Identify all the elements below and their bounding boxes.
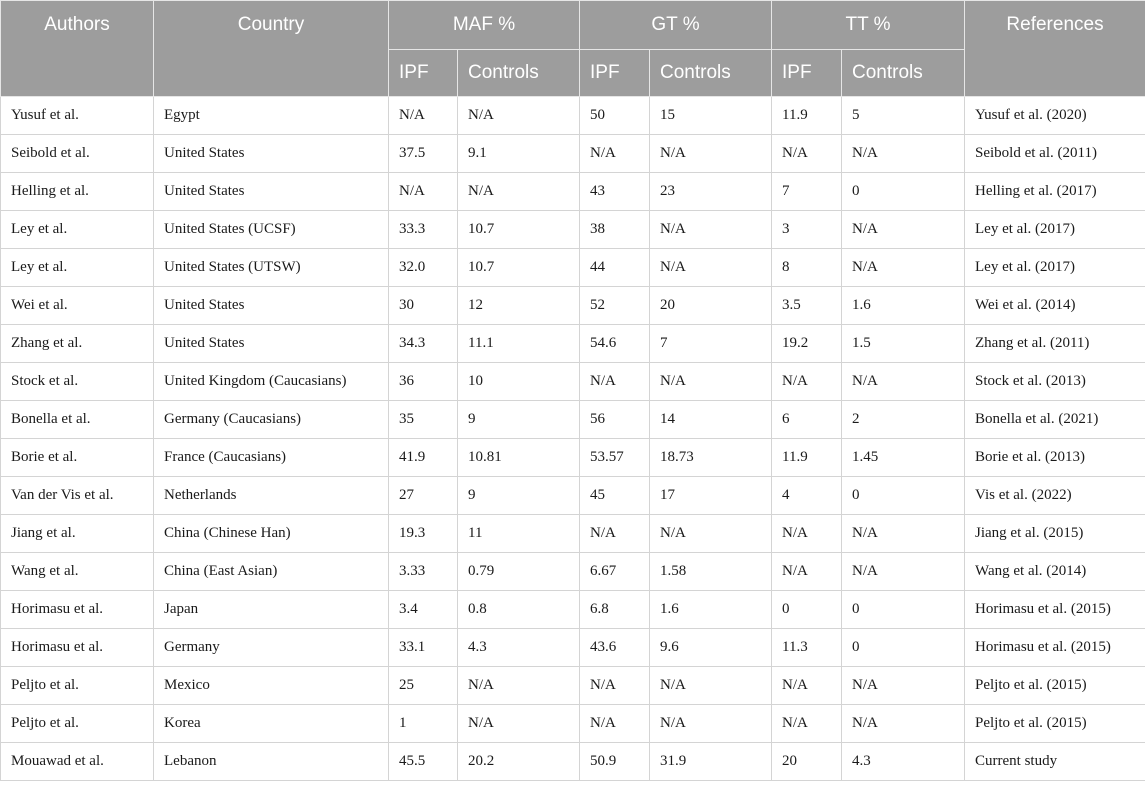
country-cell: Germany (Caucasians) xyxy=(154,401,389,439)
gt-controls-cell: 7 xyxy=(650,325,772,363)
reference-cell: Yusuf et al. (2020) xyxy=(965,97,1145,135)
gt-controls-cell: N/A xyxy=(650,211,772,249)
table-row xyxy=(1,325,1145,363)
maf-controls-cell: 20.2 xyxy=(458,743,580,781)
maf-ipf-cell: N/A xyxy=(389,173,458,211)
author-cell: Borie et al. xyxy=(1,439,154,477)
gt-ipf-cell: 54.6 xyxy=(580,325,650,363)
gt-ipf-cell: 45 xyxy=(580,477,650,515)
gt-ipf-cell: 6.8 xyxy=(580,591,650,629)
country-cell: United States xyxy=(154,173,389,211)
header-authors: Authors xyxy=(1,1,154,97)
country-cell: United States (UCSF) xyxy=(154,211,389,249)
gt-controls-cell: 20 xyxy=(650,287,772,325)
gt-controls-cell: N/A xyxy=(650,515,772,553)
tt-ipf-cell: 8 xyxy=(772,249,842,287)
gt-ipf-cell: 43 xyxy=(580,173,650,211)
table-row xyxy=(1,477,1145,515)
maf-ipf-cell: 33.3 xyxy=(389,211,458,249)
tt-controls-cell: N/A xyxy=(842,363,965,401)
maf-controls-cell: N/A xyxy=(458,667,580,705)
gt-controls-cell: 1.58 xyxy=(650,553,772,591)
tt-ipf-cell: N/A xyxy=(772,667,842,705)
tt-ipf-cell: 7 xyxy=(772,173,842,211)
author-cell: Jiang et al. xyxy=(1,515,154,553)
gt-controls-cell: 18.73 xyxy=(650,439,772,477)
maf-controls-cell: 10.7 xyxy=(458,249,580,287)
table-row xyxy=(1,363,1145,401)
country-cell: United States xyxy=(154,325,389,363)
maf-controls-cell: 0.8 xyxy=(458,591,580,629)
reference-cell: Ley et al. (2017) xyxy=(965,249,1145,287)
gt-controls-cell: 1.6 xyxy=(650,591,772,629)
reference-cell: Zhang et al. (2011) xyxy=(965,325,1145,363)
country-cell: Egypt xyxy=(154,97,389,135)
maf-ipf-cell: 36 xyxy=(389,363,458,401)
gt-ipf-cell: 50.9 xyxy=(580,743,650,781)
tt-ipf-cell: 3 xyxy=(772,211,842,249)
tt-controls-cell: 0 xyxy=(842,591,965,629)
maf-ipf-cell: 37.5 xyxy=(389,135,458,173)
reference-cell: Bonella et al. (2021) xyxy=(965,401,1145,439)
tt-ipf-cell: N/A xyxy=(772,363,842,401)
reference-cell: Peljto et al. (2015) xyxy=(965,667,1145,705)
tt-ipf-cell: N/A xyxy=(772,705,842,743)
author-cell: Horimasu et al. xyxy=(1,629,154,667)
gt-controls-cell: N/A xyxy=(650,705,772,743)
tt-ipf-cell: 3.5 xyxy=(772,287,842,325)
maf-controls-cell: N/A xyxy=(458,97,580,135)
reference-cell: Stock et al. (2013) xyxy=(965,363,1145,401)
maf-controls-cell: 9 xyxy=(458,401,580,439)
maf-controls-cell: 11 xyxy=(458,515,580,553)
tt-controls-cell: N/A xyxy=(842,249,965,287)
author-cell: Seibold et al. xyxy=(1,135,154,173)
maf-ipf-cell: 34.3 xyxy=(389,325,458,363)
reference-cell: Seibold et al. (2011) xyxy=(965,135,1145,173)
reference-cell: Peljto et al. (2015) xyxy=(965,705,1145,743)
tt-ipf-cell: 20 xyxy=(772,743,842,781)
table-row xyxy=(1,743,1145,781)
header-tt: TT % xyxy=(772,1,965,50)
tt-controls-cell: 2 xyxy=(842,401,965,439)
gt-ipf-cell: 50 xyxy=(580,97,650,135)
maf-ipf-cell: 30 xyxy=(389,287,458,325)
gt-controls-cell: 9.6 xyxy=(650,629,772,667)
maf-controls-cell: 12 xyxy=(458,287,580,325)
reference-cell: Jiang et al. (2015) xyxy=(965,515,1145,553)
maf-ipf-cell: 19.3 xyxy=(389,515,458,553)
table-row xyxy=(1,211,1145,249)
maf-ipf-cell: 45.5 xyxy=(389,743,458,781)
country-cell: France (Caucasians) xyxy=(154,439,389,477)
tt-controls-cell: N/A xyxy=(842,705,965,743)
maf-ipf-cell: 35 xyxy=(389,401,458,439)
gt-ipf-cell: 43.6 xyxy=(580,629,650,667)
table-header xyxy=(1,1,1145,97)
reference-cell: Horimasu et al. (2015) xyxy=(965,629,1145,667)
author-cell: Van der Vis et al. xyxy=(1,477,154,515)
gt-ipf-cell: 6.67 xyxy=(580,553,650,591)
tt-controls-cell: N/A xyxy=(842,553,965,591)
header-gt-ipf: IPF xyxy=(580,50,650,97)
maf-ipf-cell: 33.1 xyxy=(389,629,458,667)
maf-controls-cell: N/A xyxy=(458,173,580,211)
table-row xyxy=(1,287,1145,325)
table-row xyxy=(1,667,1145,705)
header-gt-controls: Controls xyxy=(650,50,772,97)
tt-ipf-cell: 11.9 xyxy=(772,439,842,477)
tt-ipf-cell: N/A xyxy=(772,515,842,553)
country-cell: Japan xyxy=(154,591,389,629)
reference-cell: Current study xyxy=(965,743,1145,781)
gt-ipf-cell: 52 xyxy=(580,287,650,325)
gt-ipf-cell: N/A xyxy=(580,135,650,173)
table-row xyxy=(1,249,1145,287)
table-row xyxy=(1,173,1145,211)
reference-cell: Wei et al. (2014) xyxy=(965,287,1145,325)
tt-controls-cell: N/A xyxy=(842,667,965,705)
gt-ipf-cell: 44 xyxy=(580,249,650,287)
reference-cell: Wang et al. (2014) xyxy=(965,553,1145,591)
gt-ipf-cell: 38 xyxy=(580,211,650,249)
tt-ipf-cell: 4 xyxy=(772,477,842,515)
tt-controls-cell: 0 xyxy=(842,477,965,515)
tt-controls-cell: N/A xyxy=(842,211,965,249)
tt-controls-cell: 4.3 xyxy=(842,743,965,781)
maf-controls-cell: 10.81 xyxy=(458,439,580,477)
maf-controls-cell: 0.79 xyxy=(458,553,580,591)
header-country: Country xyxy=(154,1,389,97)
table-row xyxy=(1,401,1145,439)
tt-controls-cell: N/A xyxy=(842,135,965,173)
maf-controls-cell: 4.3 xyxy=(458,629,580,667)
table-row xyxy=(1,135,1145,173)
gt-controls-cell: N/A xyxy=(650,667,772,705)
table-row xyxy=(1,515,1145,553)
author-cell: Stock et al. xyxy=(1,363,154,401)
country-cell: Mexico xyxy=(154,667,389,705)
maf-ipf-cell: 1 xyxy=(389,705,458,743)
country-cell: Netherlands xyxy=(154,477,389,515)
gt-controls-cell: 15 xyxy=(650,97,772,135)
gt-ipf-cell: N/A xyxy=(580,705,650,743)
tt-controls-cell: N/A xyxy=(842,515,965,553)
tt-ipf-cell: 0 xyxy=(772,591,842,629)
reference-cell: Horimasu et al. (2015) xyxy=(965,591,1145,629)
gt-controls-cell: 23 xyxy=(650,173,772,211)
maf-ipf-cell: N/A xyxy=(389,97,458,135)
author-cell: Yusuf et al. xyxy=(1,97,154,135)
country-cell: China (East Asian) xyxy=(154,553,389,591)
gt-controls-cell: N/A xyxy=(650,249,772,287)
header-gt: GT % xyxy=(580,1,772,50)
country-cell: Korea xyxy=(154,705,389,743)
maf-ipf-cell: 41.9 xyxy=(389,439,458,477)
gt-ipf-cell: N/A xyxy=(580,363,650,401)
country-cell: Lebanon xyxy=(154,743,389,781)
tt-ipf-cell: 6 xyxy=(772,401,842,439)
country-cell: United Kingdom (Caucasians) xyxy=(154,363,389,401)
tt-controls-cell: 0 xyxy=(842,173,965,211)
tt-controls-cell: 0 xyxy=(842,629,965,667)
country-cell: China (Chinese Han) xyxy=(154,515,389,553)
author-cell: Ley et al. xyxy=(1,249,154,287)
header-tt-ipf: IPF xyxy=(772,50,842,97)
gt-ipf-cell: N/A xyxy=(580,515,650,553)
table-body xyxy=(1,97,1145,781)
gt-ipf-cell: N/A xyxy=(580,667,650,705)
gt-ipf-cell: 53.57 xyxy=(580,439,650,477)
country-cell: Germany xyxy=(154,629,389,667)
gt-controls-cell: 14 xyxy=(650,401,772,439)
author-cell: Horimasu et al. xyxy=(1,591,154,629)
author-cell: Ley et al. xyxy=(1,211,154,249)
table-row xyxy=(1,97,1145,135)
author-cell: Peljto et al. xyxy=(1,667,154,705)
table-row xyxy=(1,553,1145,591)
tt-ipf-cell: N/A xyxy=(772,553,842,591)
table-row xyxy=(1,629,1145,667)
tt-controls-cell: 1.6 xyxy=(842,287,965,325)
header-maf: MAF % xyxy=(389,1,580,50)
author-cell: Bonella et al. xyxy=(1,401,154,439)
tt-controls-cell: 1.45 xyxy=(842,439,965,477)
table-row xyxy=(1,591,1145,629)
tt-controls-cell: 5 xyxy=(842,97,965,135)
table-row xyxy=(1,439,1145,477)
maf-controls-cell: N/A xyxy=(458,705,580,743)
maf-controls-cell: 9 xyxy=(458,477,580,515)
gt-controls-cell: N/A xyxy=(650,363,772,401)
country-cell: United States (UTSW) xyxy=(154,249,389,287)
country-cell: United States xyxy=(154,287,389,325)
maf-ipf-cell: 32.0 xyxy=(389,249,458,287)
reference-cell: Ley et al. (2017) xyxy=(965,211,1145,249)
header-maf-controls: Controls xyxy=(458,50,580,97)
author-cell: Helling et al. xyxy=(1,173,154,211)
tt-ipf-cell: 11.3 xyxy=(772,629,842,667)
header-maf-ipf: IPF xyxy=(389,50,458,97)
maf-controls-cell: 9.1 xyxy=(458,135,580,173)
gt-controls-cell: 31.9 xyxy=(650,743,772,781)
gt-controls-cell: 17 xyxy=(650,477,772,515)
reference-cell: Vis et al. (2022) xyxy=(965,477,1145,515)
maf-ipf-cell: 25 xyxy=(389,667,458,705)
tt-controls-cell: 1.5 xyxy=(842,325,965,363)
maf-controls-cell: 10 xyxy=(458,363,580,401)
author-cell: Wang et al. xyxy=(1,553,154,591)
author-cell: Mouawad et al. xyxy=(1,743,154,781)
maf-ipf-cell: 3.4 xyxy=(389,591,458,629)
author-cell: Zhang et al. xyxy=(1,325,154,363)
maf-ipf-cell: 27 xyxy=(389,477,458,515)
header-tt-controls: Controls xyxy=(842,50,965,97)
maf-controls-cell: 11.1 xyxy=(458,325,580,363)
table-row xyxy=(1,705,1145,743)
header-references: References xyxy=(965,1,1145,97)
gt-controls-cell: N/A xyxy=(650,135,772,173)
country-cell: United States xyxy=(154,135,389,173)
tt-ipf-cell: N/A xyxy=(772,135,842,173)
gt-ipf-cell: 56 xyxy=(580,401,650,439)
reference-cell: Helling et al. (2017) xyxy=(965,173,1145,211)
author-cell: Peljto et al. xyxy=(1,705,154,743)
tt-ipf-cell: 11.9 xyxy=(772,97,842,135)
maf-ipf-cell: 3.33 xyxy=(389,553,458,591)
maf-controls-cell: 10.7 xyxy=(458,211,580,249)
author-cell: Wei et al. xyxy=(1,287,154,325)
tt-ipf-cell: 19.2 xyxy=(772,325,842,363)
reference-cell: Borie et al. (2013) xyxy=(965,439,1145,477)
